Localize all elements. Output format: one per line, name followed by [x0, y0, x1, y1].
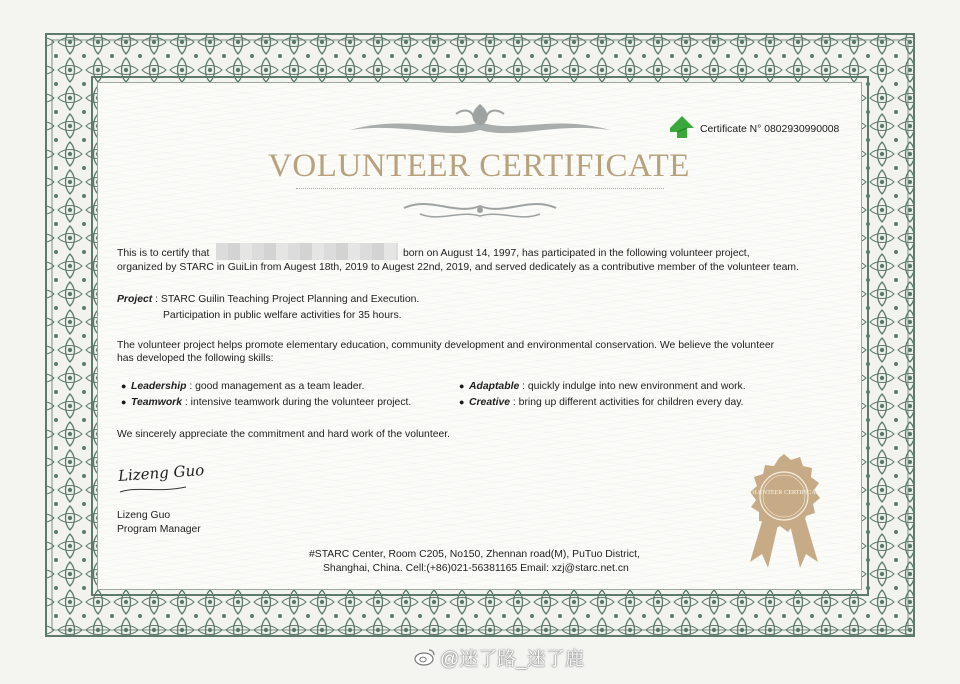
- signature-underline: [118, 484, 188, 494]
- handwritten-signature: Lizeng Guo: [117, 461, 205, 485]
- project-line: [117, 293, 419, 306]
- skill-teamwork: [131, 396, 411, 409]
- bullet-icon: ●: [459, 397, 465, 407]
- intro-text-a: This is to certify that: [117, 248, 210, 259]
- weibo-icon: [414, 647, 436, 667]
- seal-text: VOLUNTEER CERTIFICATE: [745, 489, 823, 496]
- project-label: Project: [117, 294, 153, 305]
- skill-desc: : quickly indulge into new environment and work.: [519, 381, 746, 392]
- top-flourish: [346, 100, 614, 144]
- skill-leadership: [131, 380, 364, 393]
- bullet-icon: ●: [121, 381, 127, 391]
- skill-name: Adaptable: [469, 381, 520, 392]
- skill-creative: [469, 396, 744, 409]
- skill-name: Leadership: [131, 381, 187, 392]
- address-line2: Shanghai, China. Cell:(+86)021-56381165 Email: xzj@starc.net.cn: [323, 563, 629, 574]
- skill-desc: : intensive teamwork during the volunteer project.: [182, 397, 412, 408]
- skill-name: Creative: [469, 397, 511, 408]
- certificate-number: Certificate N° 0802930990008: [700, 124, 840, 135]
- gold-seal-icon: [736, 450, 832, 570]
- closing-text: We sincerely appreciate the commitment and hard work of the volunteer.: [117, 429, 451, 440]
- signer-title: Program Manager: [117, 524, 201, 535]
- bottom-flourish: [400, 194, 560, 224]
- skill-desc: : good management as a team leader.: [186, 381, 365, 392]
- skill-adaptable: [469, 380, 746, 393]
- watermark-text: @迷了路_迷了鹿: [440, 649, 584, 670]
- intro-text-b: born on August 14, 1997, has participated in the following volunteer project,: [403, 248, 750, 259]
- signer-name: Lizeng Guo: [117, 510, 171, 521]
- bullet-icon: ●: [121, 397, 127, 407]
- green-arrow-logo-icon: [668, 114, 696, 140]
- body-text-line1: The volunteer project helps promote elementary education, community development and environmental conservation. We believe the volunteer: [117, 340, 775, 351]
- project-description: : STARC Guilin Teaching Project Planning and Execution.: [152, 294, 420, 305]
- skill-desc: : bring up different activities for children every day.: [510, 397, 744, 408]
- address-line1: #STARC Center, Room C205, No150, Zhennan road(M), PuTuo District,: [309, 549, 640, 560]
- title-divider: [296, 188, 664, 189]
- skill-name: Teamwork: [131, 397, 183, 408]
- redacted-name: [216, 243, 398, 260]
- intro-text-line2: organized by STARC in GuiLin from Augest 18th, 2019 to Augest 22nd, 2019, and served dedicately as a contributive member of the volunteer team.: [117, 262, 799, 273]
- certificate-title: VOLUNTEER CERTIFICATE: [268, 148, 690, 184]
- project-hours: Participation in public welfare activities for 35 hours.: [163, 310, 402, 321]
- bullet-icon: ●: [459, 381, 465, 391]
- body-text-line2: has developed the following skills:: [117, 353, 274, 364]
